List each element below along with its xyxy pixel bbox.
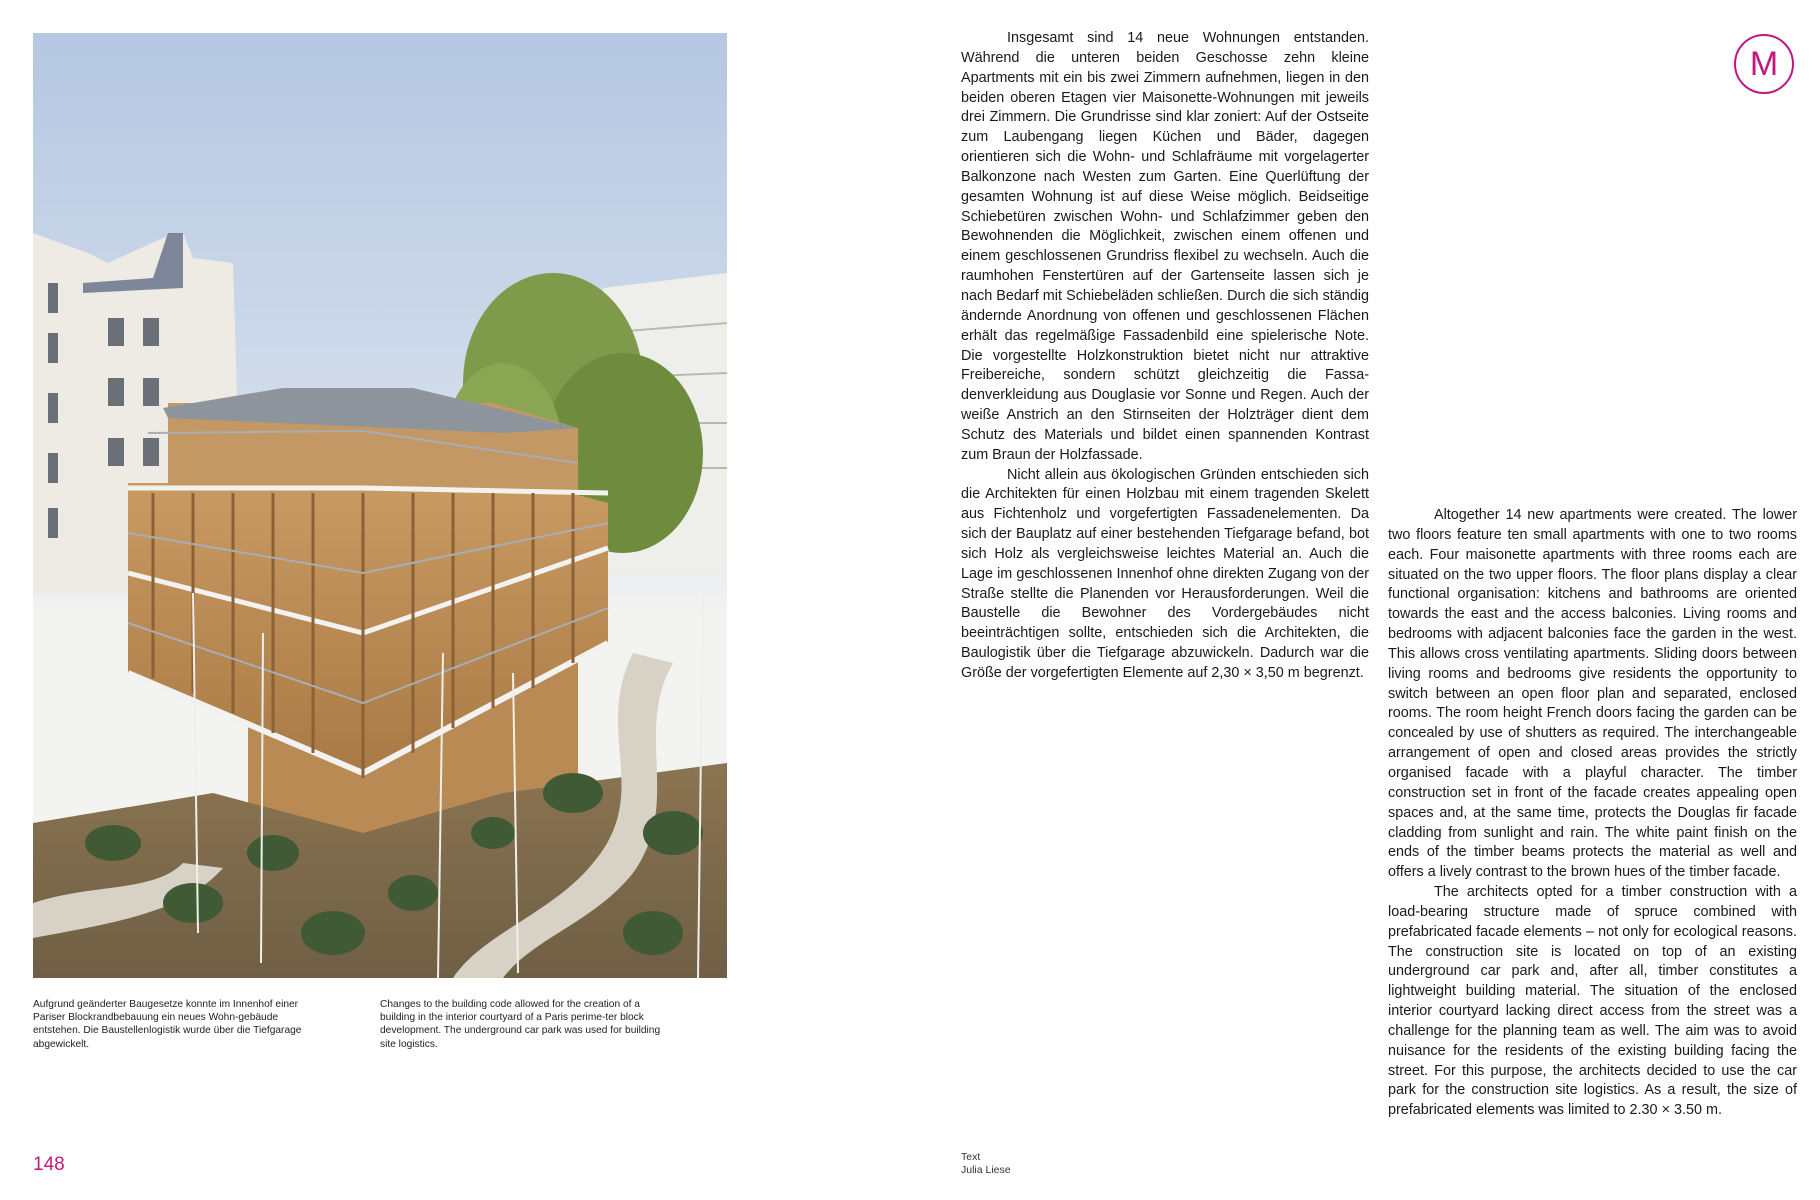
page-number: 148: [33, 1154, 65, 1175]
article-german-column: [961, 29, 1369, 684]
photo-caption-english: Changes to the building code allowed for the creation of a building in the interior courtyard of a Paris perime-ter block development. The underground car park was used for building site logistics.: [380, 999, 661, 1050]
credit-author: Julia Liese: [961, 1164, 1011, 1176]
building-photo: [33, 33, 727, 978]
credit-label: Text: [961, 1151, 981, 1163]
article-english-paragraph: The architects opted for a timber construction with a load-bearing structure made of spruce combined with prefabricated facade elements – not only for ecological reasons. The construction site is located on top of an existing underground car park and, after all, timber constitutes a lightweight building material. The situation of the enclosed interior courtyard lacking direct access from the street was a challenge for the planning team as well. The aim was to avoid nuisance for the residents of the existing building facing the street. For this purpose, the architects decided to use the car park for the construction site logistics. As a result, the size of prefabricated elements was limited to 2.30 × 3.50 m.: [1388, 884, 1797, 1119]
article-german-paragraph: Nicht allein aus ökologischen Gründen entschieden sich die Architekten für einen Holzbau mit einem tragenden Skelett aus Fichtenholz und vorgefertigten Fassadenelementen. Da sich der Bauplatz auf einer bestehenden Tiefgarage befand, bot sich Holz als vergleichsweise leichtes Material an. Auch die Lage im geschlossenen Innenhof ohne direkten Zugang von der Straße stellte die Planenden vor Herausforderungen. Weil die Baustelle die Bewohner des Vordergebäudes nicht beeinträchtigen sollte, entschieden sich die Architekten, die Baulogistik über die Tiefgarage abzuwickeln. Dadurch war die Größe der vorgefertigten Elemente auf 2,30 × 3,50 m begrenzt.: [961, 466, 1369, 681]
logo-letter: M: [1749, 45, 1779, 83]
author-credit: [961, 1151, 1011, 1177]
article-english-column: [1388, 506, 1797, 1121]
building-photo-illustration: [33, 33, 727, 978]
circle-m-logo-icon: [1734, 34, 1794, 94]
article-english-paragraph: Altogether 14 new apartments were created. The lower two floors feature ten small apartments with one to two rooms each. Four maisonette apartments with three rooms each are situated on the two upper floors. The floor plans display a clear functional organisation: kitchens and bathrooms are oriented towards the east and the access balconies. Living rooms and bedrooms with adjacent balconies face the garden in the west. This allows cross ventilating apartments. Sliding doors between living rooms and bedrooms give residents the opportunity to switch between an open floor plan and separated, enclosed rooms. The room height French doors facing the garden can be concealed by use of shutters as required. The interchangeable arrangement of open and closed areas provides the strictly organised facade with a playful character. The timber construction set in front of the facade creates appealing open spaces and, at the same time, protects the Douglas fir facade cladding from sunlight and rain. The white paint finish on the ends of the timber beams protects the material as well and offers a lively contrast to the brown hues of the timber facade.: [1388, 507, 1797, 881]
article-german-paragraph: Insgesamt sind 14 neue Wohnungen entstanden. Während die unteren beiden Geschosse zehn kleine Apartments mit ein bis zwei Zimmern aufnehmen, liegen in den beiden oberen Etagen vier Maisonette-Wohnungen mit jeweils drei Zimmern. Die Grundrisse sind klar zoniert: Auf der Ostseite zum Laubengang liegen Küchen und Bäder, dagegen orientieren sich die Wohn- und Schlafräume mit vorgelagerter Balkonzone nach Westen zum Garten. Eine Querlüftung der gesamten Wohnung ist auf diese Weise möglich. Beidseitige Schiebetüren zwischen Wohn- und Schlafzimmer geben den Bewohnenden die Möglichkeit, zwischen einem offenen und einem geschlossenen Grundriss flexibel zu wechseln. Auch die raumhohen Fenstertüren auf der Gartenseite lassen sich je nach Bedarf mit Schiebeläden schließen. Durch die sich ständig ändernde Anordnung von offenen und geschlossenen Flächen erhält das regelmäßige Fassadenbild eine spielerische Note. Die vorgestellte Holzkonstruktion bietet nicht nur attraktive Freibereiche, sondern schützt gleichzeitig die Fassadenverkleidung aus Douglasie vor Sonne und Regen. Auch der weiße Anstrich an den Stirnseiten der Holzträger dient dem Schutz des Materials und bildet einen spannenden Kontrast zum Braun der Holzfassade.: [961, 30, 1369, 463]
photo-caption-german: Aufgrund geänderter Baugesetze konnte im Innenhof einer Pariser Blockrandbebauung ein neues Wohn-gebäude entstehen. Die Baustellenlogistik wurde über die Tiefgarage abgewickelt.: [33, 999, 302, 1050]
